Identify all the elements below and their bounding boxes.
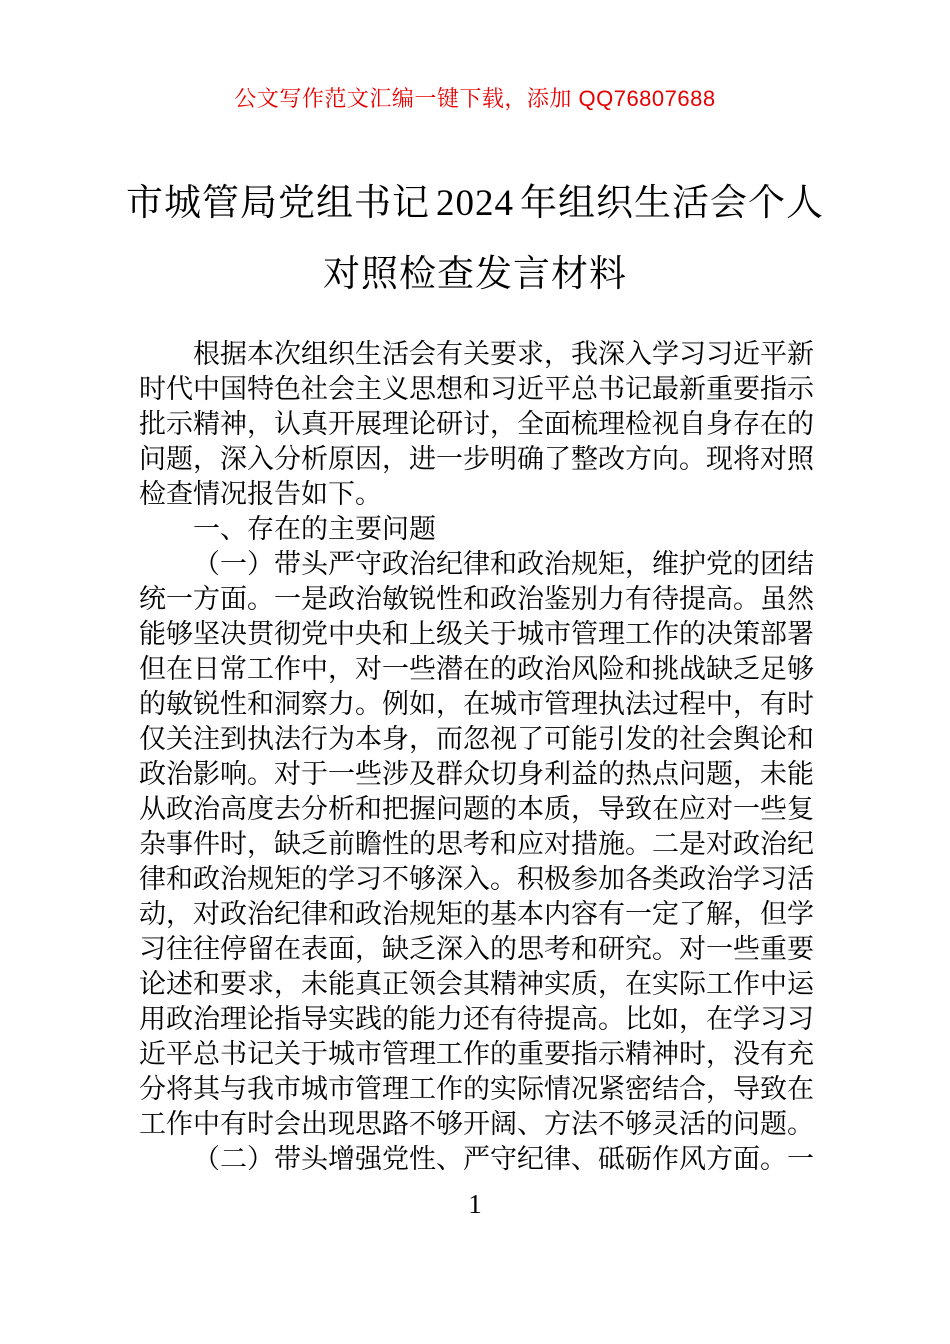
text-line: 能够坚决贯彻党中央和上级关于城市管理工作的决策部署 [139,619,814,649]
text-line: 从政治高度去分析和把握问题的本质，导致在应对一些复 [139,794,814,824]
promo-notice: 公文写作范文汇编一键下载，添加 QQ76807688 [234,86,716,111]
page-number: 1 [468,1189,482,1219]
text-line: 分将其与我市城市管理工作的实际情况紧密结合，导致在 [139,1074,814,1104]
text-line: 仅关注到执法行为本身，而忽视了可能引发的社会舆论和 [139,724,814,754]
title-line1-prefix: 市城管局党组书记 [126,182,430,223]
text-line: 工作中有时会出现思路不够开阔、方法不够灵活的问题。 [139,1109,814,1139]
text-line: 检查情况报告如下。 [139,479,382,509]
title-line-1 [0,168,950,239]
text-line: 根据本次组织生活会有关要求，我深入学习习近平新 [193,339,814,369]
text-line: 用政治理论指导实践的能力还有待提高。比如，在学习习 [139,1004,814,1034]
title-line-2: 对照检查发言材料 [323,253,627,294]
title-line1-suffix: 年组织生活会个人 [520,182,824,223]
document-title [0,168,950,309]
text-line: 的敏锐性和洞察力。例如，在城市管理执法过程中，有时 [139,689,814,719]
text-line: 近平总书记关于城市管理工作的重要指示精神时，没有充 [139,1039,814,1069]
text-line: （一）带头严守政治纪律和政治规矩，维护党的团结 [193,549,814,579]
document-body [139,337,815,1177]
text-line: 统一方面。一是政治敏锐性和政治鉴别力有待提高。虽然 [139,584,814,614]
text-line: 律和政治规矩的学习不够深入。积极参加各类政治学习活 [139,864,814,894]
text-line: 习往往停留在表面，缺乏深入的思考和研究。对一些重要 [139,934,814,964]
text-line: 论述和要求，未能真正领会其精神实质，在实际工作中运 [139,969,814,999]
text-line: 但在日常工作中，对一些潜在的政治风险和挑战缺乏足够 [139,654,814,684]
text-line: 一、存在的主要问题 [193,514,436,544]
text-line: 问题，深入分析原因，进一步明确了整改方向。现将对照 [139,444,814,474]
text-line: 杂事件时，缺乏前瞻性的思考和应对措施。二是对政治纪 [139,829,814,859]
text-line: 时代中国特色社会主义思想和习近平总书记最新重要指示 [139,374,814,404]
text-line: 动，对政治纪律和政治规矩的基本内容有一定了解，但学 [139,899,814,929]
text-line: 批示精神，认真开展理论研讨，全面梳理检视自身存在的 [139,409,814,439]
text-line: （二）带头增强党性、严守纪律、砥砺作风方面。一 [193,1144,814,1174]
title-year: 2024 [436,183,514,224]
text-line: 政治影响。对于一些涉及群众切身利益的热点问题，未能 [139,759,814,789]
